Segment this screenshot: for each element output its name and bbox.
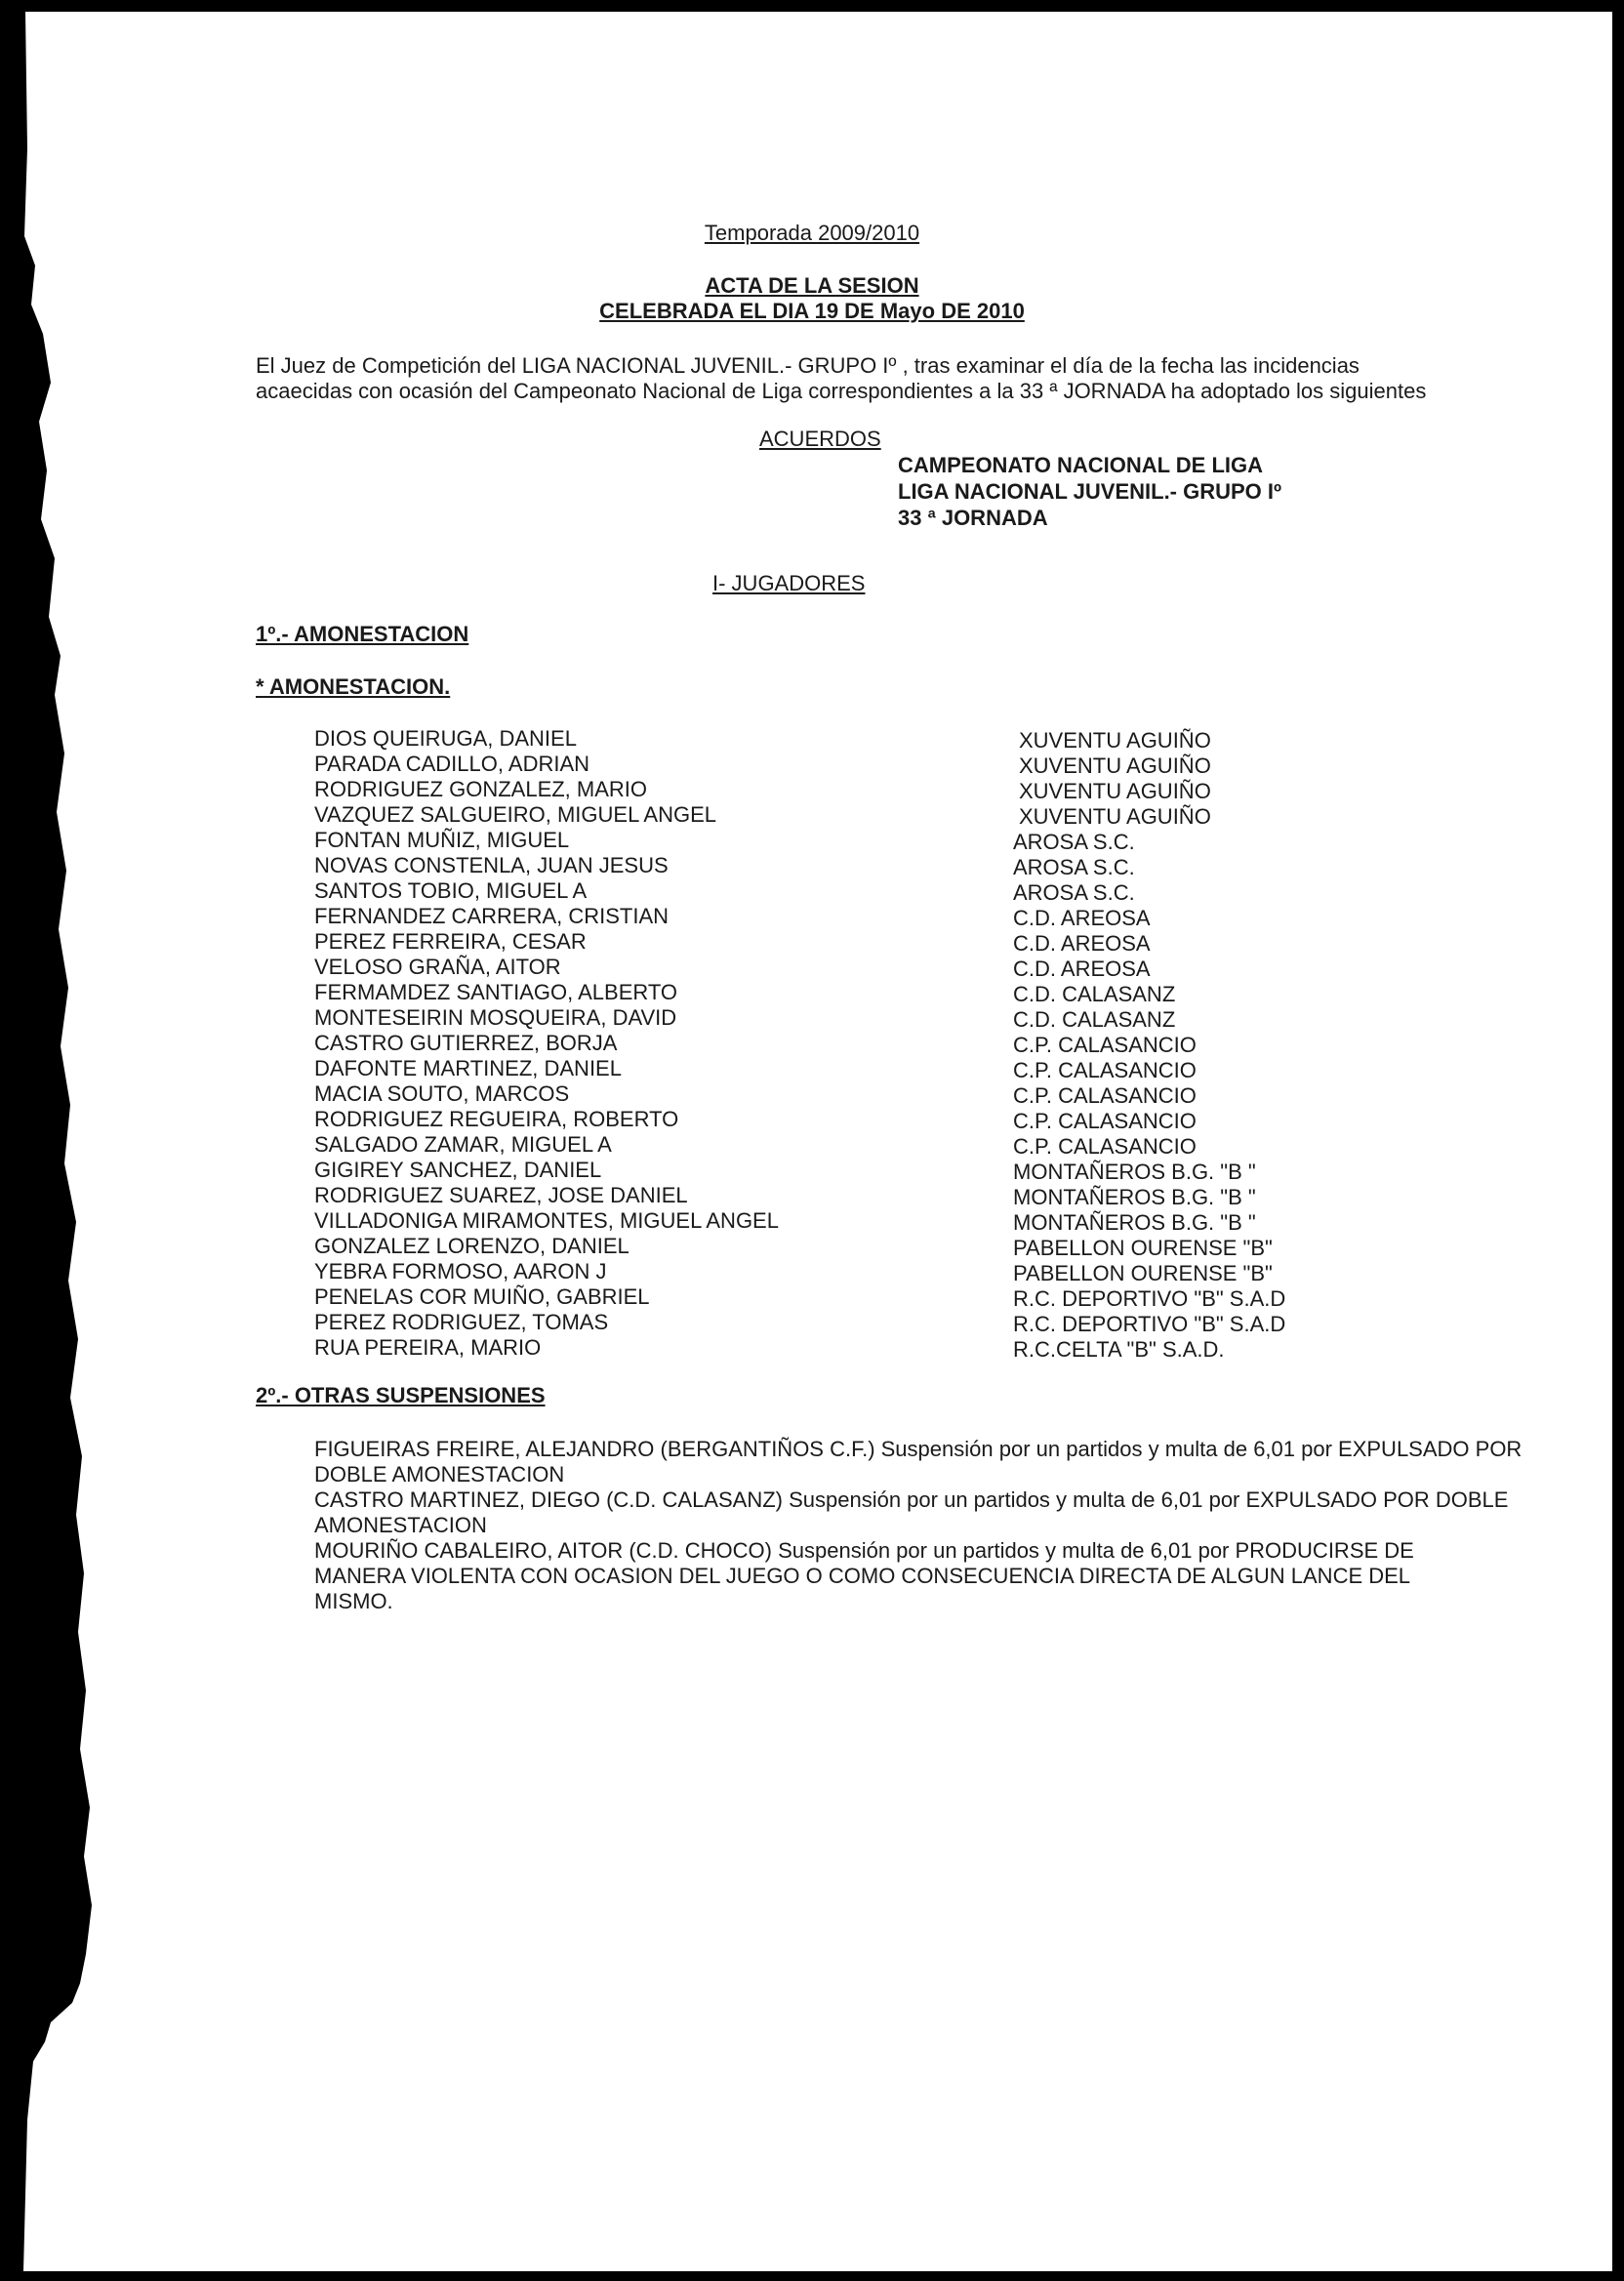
player-name: MONTESEIRIN MOSQUEIRA, DAVID bbox=[314, 1005, 677, 1030]
player-name: PEREZ FERREIRA, CESAR bbox=[314, 929, 587, 954]
player-club: XUVENTU AGUIÑO bbox=[1019, 754, 1211, 778]
player-club: MONTAÑEROS B.G. "B " bbox=[1013, 1160, 1256, 1184]
amonestacion-heading: 1º.- AMONESTACION bbox=[256, 622, 469, 646]
player-club: C.P. CALASANCIO bbox=[1013, 1083, 1197, 1108]
player-club: AROSA S.C. bbox=[1013, 880, 1135, 905]
player-club: C.P. CALASANCIO bbox=[1013, 1033, 1197, 1057]
player-name: RODRIGUEZ REGUEIRA, ROBERTO bbox=[314, 1107, 679, 1131]
player-club: MONTAÑEROS B.G. "B " bbox=[1013, 1210, 1256, 1235]
player-name: GIGIREY SANCHEZ, DANIEL bbox=[314, 1158, 602, 1182]
player-name: PEREZ RODRIGUEZ, TOMAS bbox=[314, 1310, 609, 1334]
acuerdos-line1: CAMPEONATO NACIONAL DE LIGA bbox=[898, 453, 1264, 477]
player-name: RODRIGUEZ GONZALEZ, MARIO bbox=[314, 777, 648, 801]
player-club: C.P. CALASANCIO bbox=[1013, 1134, 1197, 1159]
player-club: C.D. AREOSA bbox=[1013, 906, 1151, 930]
player-name: RODRIGUEZ SUAREZ, JOSE DANIEL bbox=[314, 1183, 688, 1207]
suspension-item: MOURIÑO CABALEIRO, AITOR (C.D. CHOCO) Suspensión por un partidos y multa de 6,01 por PRODUCIRSE DE MANERA VIOLENTA CON OCASION DEL JUEGO O COMO CONSECUENCIA DIRECTA DE ALGUN LANCE DEL MISMO. bbox=[314, 1538, 1414, 1613]
player-club: AROSA S.C. bbox=[1013, 855, 1135, 879]
suspensiones-heading: 2º.- OTRAS SUSPENSIONES bbox=[256, 1383, 546, 1407]
player-name: VAZQUEZ SALGUEIRO, MIGUEL ANGEL bbox=[314, 802, 716, 827]
intro-line1: El Juez de Competición del LIGA NACIONAL JUVENIL.- GRUPO Iº , tras examinar el día de la fecha las incidencias bbox=[256, 353, 1360, 378]
player-name: FERNANDEZ CARRERA, CRISTIAN bbox=[314, 904, 670, 928]
player-club: C.D. CALASANZ bbox=[1013, 982, 1176, 1006]
player-name: FONTAN MUÑIZ, MIGUEL bbox=[314, 828, 570, 852]
document-page bbox=[21, 12, 1612, 2271]
player-name: CASTRO GUTIERREZ, BORJA bbox=[314, 1031, 618, 1055]
acuerdos-line3: 33 ª JORNADA bbox=[898, 506, 1048, 530]
player-club: R.C. DEPORTIVO "B" S.A.D bbox=[1013, 1286, 1286, 1311]
player-name: PARADA CADILLO, ADRIAN bbox=[314, 752, 590, 776]
suspension-item: FIGUEIRAS FREIRE, ALEJANDRO (BERGANTIÑOS C.F.) Suspensión por un partidos y multa de 6,01 por EXPULSADO POR DOBLE AMONESTACION bbox=[314, 1437, 1522, 1487]
player-club: R.C.CELTA "B" S.A.D. bbox=[1013, 1337, 1225, 1362]
player-club: PABELLON OURENSE "B" bbox=[1013, 1236, 1273, 1260]
acta-title-line1: ACTA DE LA SESION bbox=[705, 273, 919, 298]
player-club: C.P. CALASANCIO bbox=[1013, 1058, 1197, 1082]
player-club: AROSA S.C. bbox=[1013, 830, 1135, 854]
player-name: RUA PEREIRA, MARIO bbox=[314, 1335, 542, 1360]
player-club: R.C. DEPORTIVO "B" S.A.D bbox=[1013, 1312, 1286, 1336]
amonestacion-subheading: * AMONESTACION. bbox=[256, 674, 451, 699]
player-name: DIOS QUEIRUGA, DANIEL bbox=[314, 726, 577, 751]
player-name: NOVAS CONSTENLA, JUAN JESUS bbox=[314, 853, 669, 877]
player-name: GONZALEZ LORENZO, DANIEL bbox=[314, 1234, 629, 1258]
player-name: MACIA SOUTO, MARCOS bbox=[314, 1081, 570, 1106]
acta-title-line2: CELEBRADA EL DIA 19 DE Mayo DE 2010 bbox=[599, 299, 1025, 323]
player-name: VILLADONIGA MIRAMONTES, MIGUEL ANGEL bbox=[314, 1208, 779, 1233]
player-club: MONTAÑEROS B.G. "B " bbox=[1013, 1185, 1256, 1209]
player-club: XUVENTU AGUIÑO bbox=[1019, 779, 1211, 803]
player-club: PABELLON OURENSE "B" bbox=[1013, 1261, 1273, 1285]
player-name: FERMAMDEZ SANTIAGO, ALBERTO bbox=[314, 980, 678, 1004]
player-name: DAFONTE MARTINEZ, DANIEL bbox=[314, 1056, 622, 1080]
player-name: PENELAS COR MUIÑO, GABRIEL bbox=[314, 1284, 650, 1309]
section-jugadores: I- JUGADORES bbox=[712, 571, 866, 595]
player-club: XUVENTU AGUIÑO bbox=[1019, 804, 1211, 829]
acuerdos-line2: LIGA NACIONAL JUVENIL.- GRUPO Iº bbox=[898, 479, 1282, 504]
player-club: XUVENTU AGUIÑO bbox=[1019, 728, 1211, 753]
player-name: VELOSO GRAÑA, AITOR bbox=[314, 955, 561, 979]
player-club: C.P. CALASANCIO bbox=[1013, 1109, 1197, 1133]
player-club: C.D. CALASANZ bbox=[1013, 1007, 1176, 1032]
player-name: SANTOS TOBIO, MIGUEL A bbox=[314, 878, 588, 903]
suspension-item: CASTRO MARTINEZ, DIEGO (C.D. CALASANZ) Suspensión por un partidos y multa de 6,01 por EXPULSADO POR DOBLE AMONESTACION bbox=[314, 1487, 1509, 1537]
season-title: Temporada 2009/2010 bbox=[704, 221, 920, 245]
acuerdos-label: ACUERDOS bbox=[759, 427, 881, 451]
player-name: SALGADO ZAMAR, MIGUEL A bbox=[314, 1132, 612, 1157]
intro-line2: acaecidas con ocasión del Campeonato Nacional de Liga correspondientes a la 33 ª JORNADA ha adoptado los siguientes bbox=[256, 379, 1427, 403]
player-name: YEBRA FORMOSO, AARON J bbox=[314, 1259, 607, 1283]
torn-edge-shape bbox=[21, 12, 139, 2271]
player-club: C.D. AREOSA bbox=[1013, 957, 1151, 981]
player-club: C.D. AREOSA bbox=[1013, 931, 1151, 956]
